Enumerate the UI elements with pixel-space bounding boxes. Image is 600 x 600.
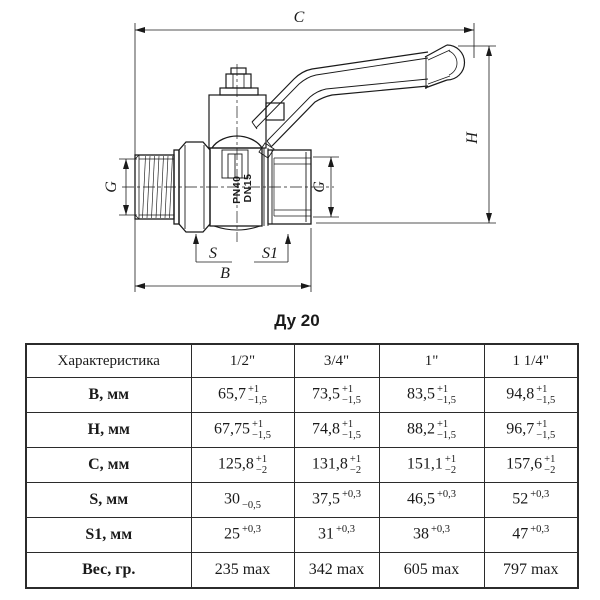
cell-value: 30 <box>223 490 240 508</box>
tolerance-upper: +0,3 <box>530 524 550 535</box>
tolerance-lower: −1,5 <box>536 430 556 441</box>
column-header-size-1-1-4: 1 1/4" <box>484 344 578 378</box>
tolerance-upper: +1 <box>247 384 260 395</box>
table-cell <box>379 378 484 413</box>
tolerance-lower: −2 <box>444 465 457 476</box>
cell-value: 235 max <box>214 561 271 578</box>
tolerance-lower <box>431 535 450 546</box>
table-row-c <box>26 448 578 483</box>
tolerance-lower <box>342 500 361 511</box>
table-row-s <box>26 483 578 518</box>
neck <box>209 95 266 148</box>
table-cell <box>191 448 294 483</box>
tolerance-upper: +1 <box>341 419 354 430</box>
tolerance-upper: +1 <box>255 454 268 465</box>
cell-value: 94,8 <box>506 385 535 403</box>
cell-value: 31 <box>317 525 334 543</box>
column-header-size-1: 1" <box>379 344 484 378</box>
leader-s1 <box>254 234 288 262</box>
tolerance-lower: −1,5 <box>436 395 457 406</box>
tolerance-lower: −1,5 <box>341 395 362 406</box>
cell-value: 47 <box>512 525 529 543</box>
tolerance-upper: +0,3 <box>436 489 457 500</box>
tolerance-upper: +1 <box>251 419 264 430</box>
table-row-h <box>26 413 578 448</box>
tolerance-lower <box>336 535 355 546</box>
cell-value: 38 <box>412 525 429 543</box>
table-header-row <box>26 344 578 378</box>
body-marking-pn: PN40 <box>231 175 243 204</box>
table-cell <box>191 553 294 589</box>
column-header-characteristic: Характеристика <box>26 344 191 378</box>
row-label: В, мм <box>26 378 191 413</box>
column-header-size-1-2: 1/2" <box>191 344 294 378</box>
row-label: S1, мм <box>26 518 191 553</box>
drawing-caption: Ду 20 <box>274 311 320 330</box>
cell-value: 96,7 <box>506 420 535 438</box>
valve-stem <box>209 68 284 178</box>
table-cell <box>191 413 294 448</box>
body-marking <box>231 172 254 204</box>
cell-value: 74,8 <box>311 420 340 438</box>
table-cell <box>191 518 294 553</box>
dimension-g-right <box>311 157 339 217</box>
table-cell <box>379 518 484 553</box>
dim-label-b: B <box>220 265 230 282</box>
valve-handle <box>252 45 465 158</box>
table-cell <box>379 413 484 448</box>
tolerance-lower: −2 <box>544 465 556 476</box>
table-cell <box>484 448 578 483</box>
tolerance-upper: +1 <box>341 384 354 395</box>
dimension-h <box>316 46 496 223</box>
table-cell <box>191 483 294 518</box>
cell-value: 46,5 <box>406 490 435 508</box>
dim-label-h: H <box>464 132 481 144</box>
dim-label-g-right: G <box>311 181 328 193</box>
tolerance-upper: +0,3 <box>430 524 451 535</box>
cell-value: 37,5 <box>311 490 340 508</box>
column-header-size-3-4: 3/4" <box>294 344 379 378</box>
table-cell <box>484 483 578 518</box>
dim-label-c: C <box>293 9 305 26</box>
cell-value: 88,2 <box>406 420 435 438</box>
tolerance-upper <box>242 489 261 500</box>
table-row-weight <box>26 553 578 589</box>
row-label: Вес, гр. <box>26 553 191 589</box>
dim-label-s1: S1 <box>262 245 278 262</box>
cell-value: 605 max <box>403 561 460 578</box>
dim-label-s: S <box>209 245 217 262</box>
tolerance-lower <box>437 500 456 511</box>
table-cell <box>191 378 294 413</box>
cell-value: 73,5 <box>311 385 340 403</box>
table-cell <box>484 518 578 553</box>
stem-cap <box>231 68 246 74</box>
stem-nut <box>226 74 251 88</box>
tolerance-upper: +0,3 <box>241 524 262 535</box>
tolerance-upper: +1 <box>536 384 548 395</box>
table-cell <box>379 448 484 483</box>
tolerance-upper: +1 <box>436 419 449 430</box>
tolerance-upper: +0,3 <box>530 489 550 500</box>
tolerance-upper: +0,3 <box>341 489 362 500</box>
table-cell <box>484 378 578 413</box>
cell-value: 125,8 <box>217 455 254 473</box>
cell-value: 52 <box>512 490 529 508</box>
tolerance-upper: +0,3 <box>335 524 356 535</box>
tolerance-lower: −1,5 <box>247 395 268 406</box>
spec-table <box>25 343 579 589</box>
tolerance-lower: −1,5 <box>536 395 556 406</box>
tolerance-lower <box>242 535 261 546</box>
tolerance-upper: +1 <box>349 454 362 465</box>
tolerance-lower <box>530 535 549 546</box>
tolerance-lower: −1,5 <box>436 430 457 441</box>
tolerance-lower <box>530 500 549 511</box>
row-label: Н, мм <box>26 413 191 448</box>
stem-plate <box>220 88 258 95</box>
cell-value: 797 max <box>502 561 559 578</box>
table-cell <box>484 553 578 589</box>
cell-value: 131,8 <box>311 455 348 473</box>
leader-s <box>196 234 232 262</box>
table-cell <box>294 553 379 589</box>
tolerance-upper: +1 <box>436 384 449 395</box>
tolerance-upper: +1 <box>536 419 548 430</box>
dimension-b <box>135 228 311 292</box>
tolerance-lower: −0,5 <box>241 500 262 511</box>
handle-grip <box>425 45 465 89</box>
row-label: S, мм <box>26 483 191 518</box>
cell-value: 151,1 <box>406 455 443 473</box>
tolerance-upper: +1 <box>444 454 457 465</box>
table-cell <box>379 553 484 589</box>
cell-value: 83,5 <box>406 385 435 403</box>
cell-value: 65,7 <box>217 385 246 403</box>
table-cell <box>294 413 379 448</box>
tolerance-lower: −2 <box>349 465 362 476</box>
cell-value: 342 max <box>308 561 365 578</box>
cell-value: 157,6 <box>506 455 543 473</box>
tolerance-upper: +1 <box>544 454 556 465</box>
table-cell <box>484 413 578 448</box>
dim-label-g-left: G <box>103 181 120 193</box>
tolerance-lower: −2 <box>255 465 268 476</box>
table-row-s1 <box>26 518 578 553</box>
cell-value: 25 <box>223 525 240 543</box>
table-cell <box>379 483 484 518</box>
table-row-b <box>26 378 578 413</box>
cell-value: 67,75 <box>213 420 250 438</box>
tolerance-lower: −1,5 <box>251 430 272 441</box>
table-cell <box>294 518 379 553</box>
table-cell <box>294 483 379 518</box>
body-marking-dn: DN15 <box>242 173 254 203</box>
row-label: С, мм <box>26 448 191 483</box>
tolerance-lower: −1,5 <box>341 430 362 441</box>
table-cell <box>294 448 379 483</box>
table-cell <box>294 378 379 413</box>
